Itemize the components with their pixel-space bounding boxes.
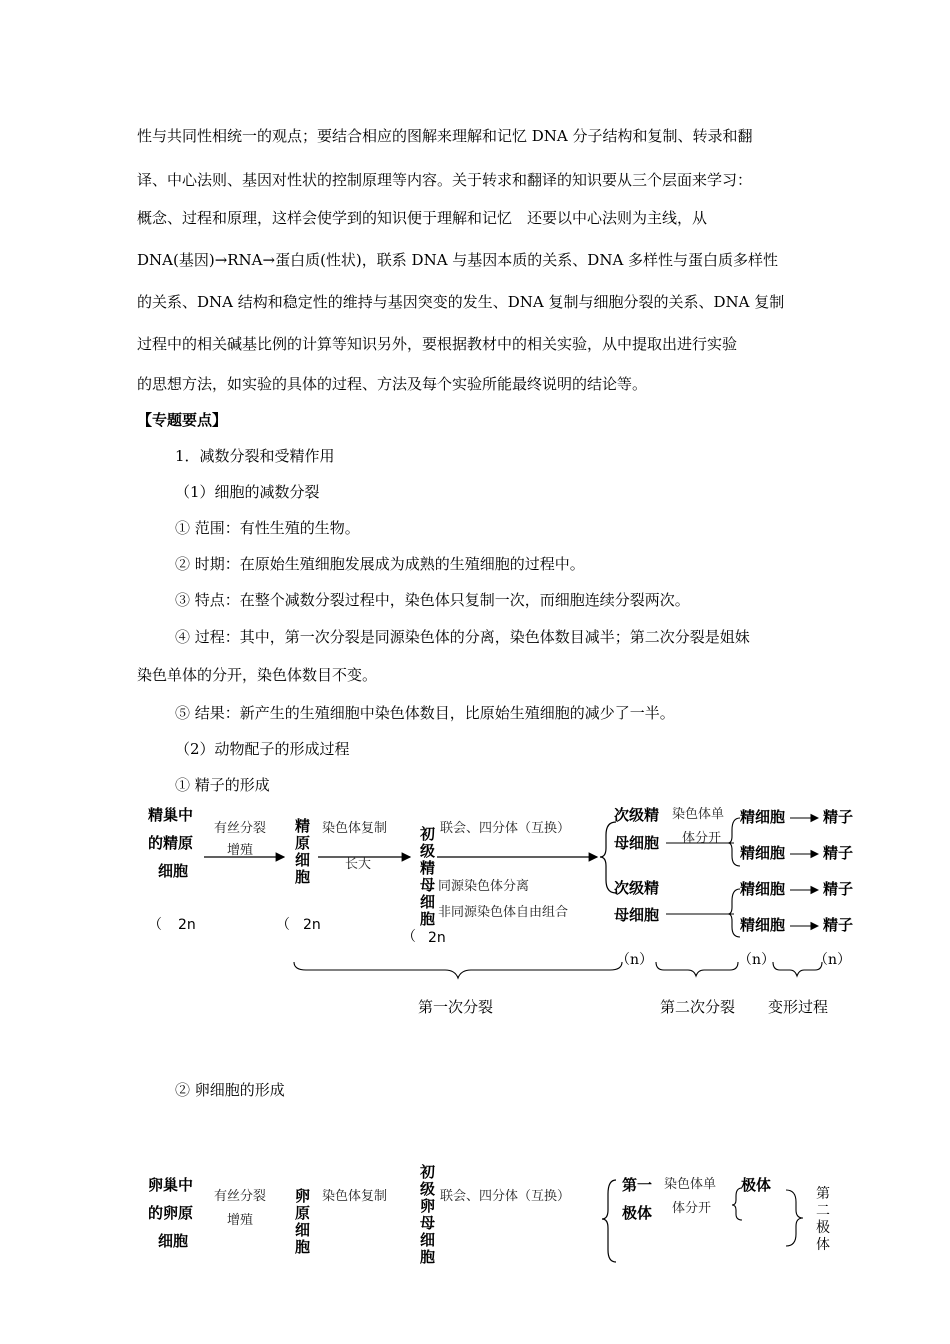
oogonium-label: 卵 原 细 胞 [295,1187,311,1256]
spermatid-3: 精细胞 [740,880,786,898]
ploidy-2n-2: 2n [303,917,321,933]
sperm-step2-bottom: 长大 [345,857,372,872]
sperm-step4-bottom: 体分开 [682,831,722,846]
sperm-step3-b2: 非同源染色体自由组合 [438,905,569,920]
point-process: ④ 过程：其中，第一次分裂是同源染色体的分离，染色体数目减半；第二次分裂是姐妹 [175,628,750,646]
egg-source-l1: 卵巢中 [148,1176,194,1194]
egg-step2-top: 染色体复制 [322,1189,388,1204]
secondary-spermatocyte-2-l2: 母细胞 [614,906,660,924]
brace-spermatid-2 [728,889,740,937]
secondary-spermatocyte-2-l1: 次级精 [614,879,660,897]
ploidy-n-1: （n） [616,952,654,968]
sub-heading: （1）细胞的减数分裂 [175,483,320,501]
point-result: ⑤ 结果：新产生的生殖细胞中染色体数目，比原始生殖细胞的减少了一半。 [175,704,675,722]
spermatid-4: 精细胞 [740,916,786,934]
egg-step1-bottom: 增殖 [227,1213,254,1228]
sperm-source-l2: 的精原 [148,834,194,852]
transform-label: 变形过程 [768,998,829,1016]
ploidy-paren-2: （ [276,917,290,933]
sperm-step1-bottom: 增殖 [227,843,254,858]
ploidy-paren-3: （ [402,929,416,945]
spermatid-1: 精细胞 [740,808,786,826]
sperm-1: 精子 [823,808,854,826]
secondary-spermatocyte-1-l1: 次级精 [614,806,660,824]
ploidy-n-3: （n） [814,952,852,968]
sperm-source-l1: 精巢中 [148,806,194,824]
egg-step3-top: 联会、四分体（互换） [440,1189,571,1204]
polar1-l2: 极体 [622,1204,653,1222]
sperm-2: 精子 [823,844,854,862]
sperm-3: 精子 [823,880,854,898]
point-scope: ① 范围：有性生殖的生物。 [175,519,360,537]
ploidy-paren-1: （ [148,917,162,933]
point-feature: ③ 特点：在整个减数分裂过程中，染色体只复制一次，而细胞连续分裂两次。 [175,591,690,609]
item-heading: 1．减数分裂和受精作用 [175,447,335,465]
ploidy-2n-1: 2n [178,917,196,933]
section-heading: 【专题要点】 [137,411,228,429]
intro-line: 的思想方法，如实验的具体的过程、方法及每个实验所能最终说明的结论等。 [137,375,648,393]
brace-egg-1 [602,1180,616,1262]
brace-spermatid-1 [728,818,740,866]
sperm-step4-top: 染色体单 [672,807,725,822]
brace-egg-polar2 [786,1190,803,1246]
egg-heading: ② 卵细胞的形成 [175,1081,285,1099]
div1-label: 第一次分裂 [418,998,494,1016]
sperm-step3-top: 联会、四分体（互换） [440,821,571,836]
egg-source-l2: 的卵原 [148,1204,194,1222]
div2-label: 第二次分裂 [660,998,736,1016]
primary-spermatocyte-label: 初 级 精 母 细 胞 [420,825,436,928]
sperm-step1-top: 有丝分裂 [214,821,267,836]
ploidy-n-2: （n） [738,952,776,968]
sperm-heading: ① 精子的形成 [175,776,270,794]
polar1-l1: 第一 [622,1176,653,1194]
intro-line: DNA(基因)→RNA→蛋白质(性状)，联系 DNA 与基因本质的关系、DNA 多样性与蛋白质多样性 [137,251,779,269]
sperm-step3-b1: 同源染色体分离 [438,879,530,894]
point-process-cont: 染色单体的分开，染色体数目不变。 [137,666,378,684]
egg-step4-bottom: 体分开 [672,1201,712,1216]
sub-heading-2: （2）动物配子的形成过程 [175,740,350,758]
egg-step4-top: 染色体单 [664,1177,717,1192]
spermatid-2: 精细胞 [740,844,786,862]
sperm-source-l3: 细胞 [158,862,189,880]
spermatogonium-label: 精 原 细 胞 [295,817,311,886]
secondary-spermatocyte-1-l2: 母细胞 [614,834,660,852]
polar2-label: 第 二 极 体 [816,1186,830,1253]
intro-line: 的关系、DNA 结构和稳定性的维持与基因突变的发生、DNA 复制与细胞分裂的关系、DNA 复制 [137,293,785,311]
intro-line: 过程中的相关碱基比例的计算等知识另外，要根据教材中的相关实验，从中提取出进行实验 [137,335,738,353]
brace-div1 [294,962,622,978]
sperm-4: 精子 [823,916,854,934]
point-period: ② 时期：在原始生殖细胞发展成为成熟的生殖细胞的过程中。 [175,555,585,573]
primary-oocyte-label: 初 级 卵 母 细 胞 [420,1163,436,1266]
sperm-step2-top: 染色体复制 [322,821,388,836]
intro-line: 概念、过程和原理，这样会使学到的知识便于理解和记忆 还要以中心法则为主线，从 [137,209,708,227]
brace-div2 [656,962,738,976]
intro-line: 译、中心法则、基因对性状的控制原理等内容。关于转求和翻译的知识要从三个层面来学习： [137,171,753,189]
ploidy-2n-3: 2n [428,930,446,946]
polar-body: 极体 [741,1176,772,1194]
intro-line: 性与共同性相统一的观点；要结合相应的图解来理解和记忆 DNA 分子结构和复制、转录和翻 [137,127,753,145]
egg-source-l3: 细胞 [158,1232,189,1250]
egg-step1-top: 有丝分裂 [214,1189,267,1204]
